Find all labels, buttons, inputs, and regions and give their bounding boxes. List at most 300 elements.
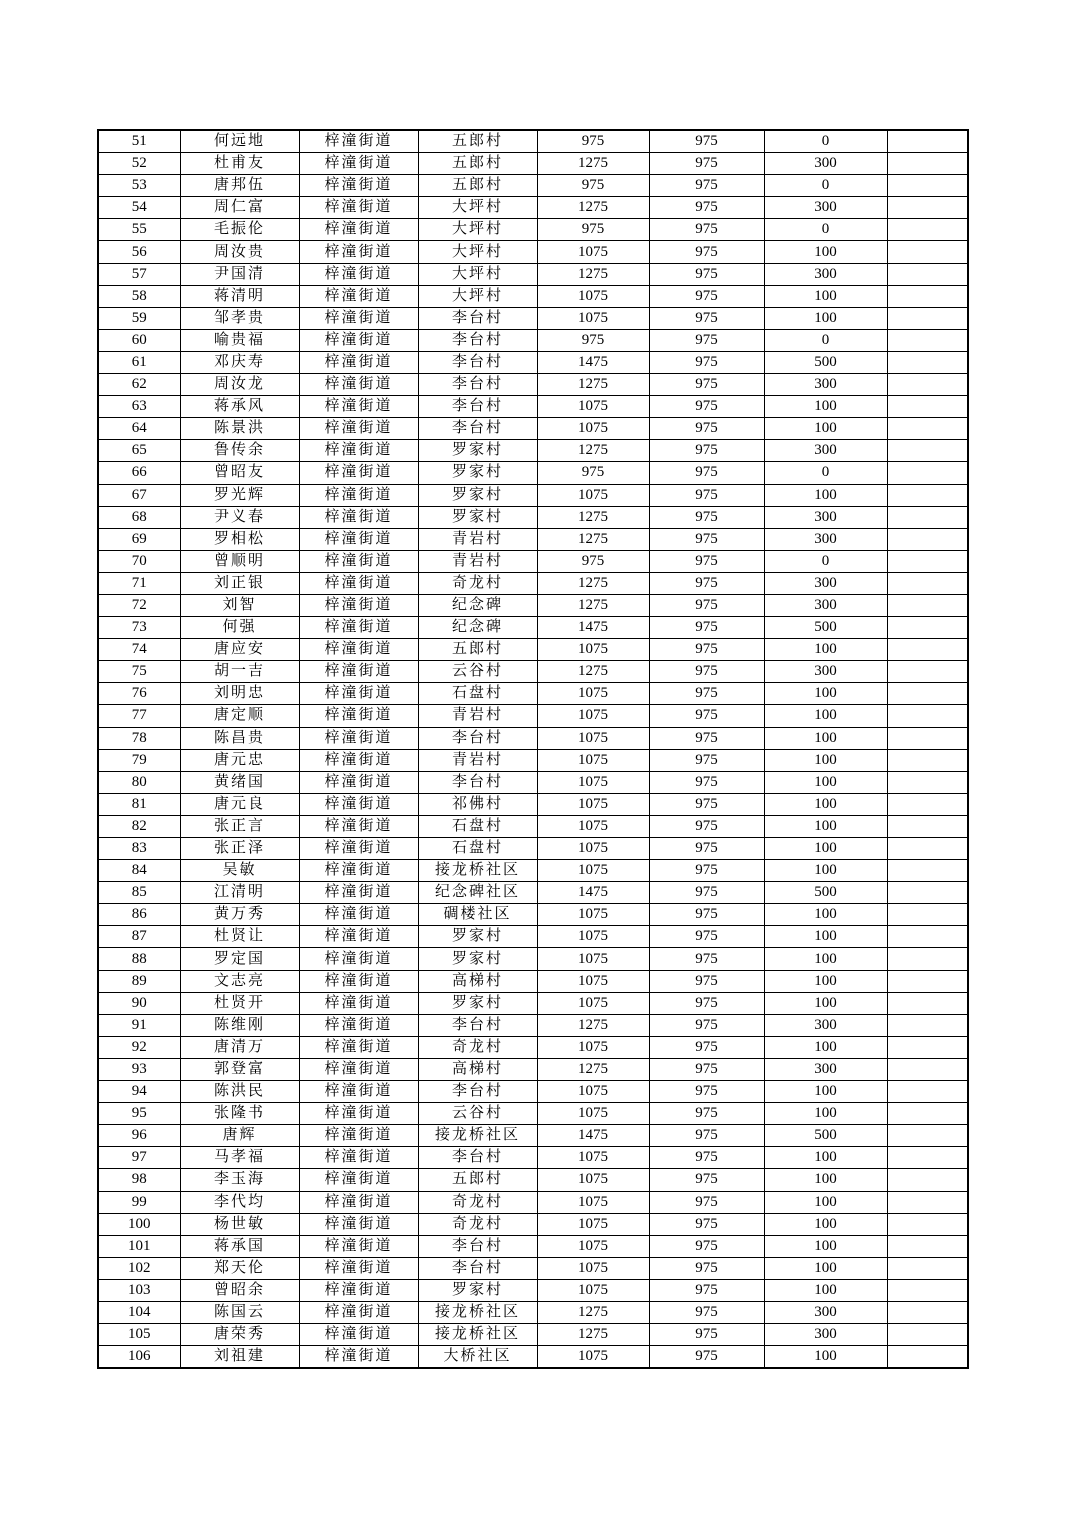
difference-cell: 100 (764, 815, 887, 837)
table-body (98, 130, 968, 1368)
name-cell: 杜贤开 (180, 992, 299, 1014)
street-cell: 梓潼街道 (299, 219, 418, 241)
base-amount-cell: 975 (649, 639, 764, 661)
amount-cell: 1075 (537, 749, 649, 771)
name-cell: 蒋承风 (180, 396, 299, 418)
amount-cell: 1475 (537, 1125, 649, 1147)
amount-cell: 1275 (537, 263, 649, 285)
amount-cell: 1275 (537, 374, 649, 396)
village-cell: 接龙桥社区 (418, 1324, 537, 1346)
village-cell: 李台村 (418, 1235, 537, 1257)
table-row (98, 705, 968, 727)
name-cell: 唐清万 (180, 1036, 299, 1058)
name-cell: 郑天伦 (180, 1257, 299, 1279)
amount-cell: 1075 (537, 1147, 649, 1169)
base-amount-cell: 975 (649, 771, 764, 793)
name-cell: 马孝福 (180, 1147, 299, 1169)
name-cell: 李玉海 (180, 1169, 299, 1191)
street-cell: 梓潼街道 (299, 793, 418, 815)
village-cell: 大坪村 (418, 197, 537, 219)
street-cell: 梓潼街道 (299, 1324, 418, 1346)
village-cell: 李台村 (418, 351, 537, 373)
street-cell: 梓潼街道 (299, 153, 418, 175)
remark-cell (887, 263, 968, 285)
street-cell: 梓潼街道 (299, 1235, 418, 1257)
name-cell: 何强 (180, 617, 299, 639)
serial-cell: 91 (98, 1014, 180, 1036)
data-table (97, 129, 969, 1369)
street-cell: 梓潼街道 (299, 639, 418, 661)
street-cell: 梓潼街道 (299, 1191, 418, 1213)
name-cell: 尹国清 (180, 263, 299, 285)
village-cell: 石盘村 (418, 683, 537, 705)
village-cell: 大桥社区 (418, 1346, 537, 1369)
name-cell: 周汝贵 (180, 241, 299, 263)
difference-cell: 300 (764, 374, 887, 396)
name-cell: 刘明忠 (180, 683, 299, 705)
street-cell: 梓潼街道 (299, 815, 418, 837)
village-cell: 云谷村 (418, 661, 537, 683)
serial-cell: 51 (98, 130, 180, 153)
street-cell: 梓潼街道 (299, 904, 418, 926)
serial-cell: 74 (98, 639, 180, 661)
serial-cell: 78 (98, 727, 180, 749)
table-row (98, 1257, 968, 1279)
village-cell: 罗家村 (418, 992, 537, 1014)
street-cell: 梓潼街道 (299, 550, 418, 572)
remark-cell (887, 1257, 968, 1279)
name-cell: 邓庆寿 (180, 351, 299, 373)
serial-cell: 76 (98, 683, 180, 705)
name-cell: 黄万秀 (180, 904, 299, 926)
street-cell: 梓潼街道 (299, 683, 418, 705)
street-cell: 梓潼街道 (299, 1058, 418, 1080)
base-amount-cell: 975 (649, 506, 764, 528)
name-cell: 罗光辉 (180, 484, 299, 506)
amount-cell: 1075 (537, 241, 649, 263)
village-cell: 奇龙村 (418, 1036, 537, 1058)
base-amount-cell: 975 (649, 1103, 764, 1125)
amount-cell: 1475 (537, 351, 649, 373)
village-cell: 罗家村 (418, 440, 537, 462)
difference-cell: 300 (764, 1324, 887, 1346)
street-cell: 梓潼街道 (299, 130, 418, 153)
amount-cell: 1075 (537, 307, 649, 329)
table-row (98, 130, 968, 153)
serial-cell: 52 (98, 153, 180, 175)
serial-cell: 82 (98, 815, 180, 837)
remark-cell (887, 771, 968, 793)
village-cell: 大坪村 (418, 241, 537, 263)
remark-cell (887, 175, 968, 197)
base-amount-cell: 975 (649, 484, 764, 506)
street-cell: 梓潼街道 (299, 1257, 418, 1279)
street-cell: 梓潼街道 (299, 1169, 418, 1191)
table-row (98, 197, 968, 219)
table-row (98, 1324, 968, 1346)
base-amount-cell: 975 (649, 1014, 764, 1036)
amount-cell: 975 (537, 462, 649, 484)
name-cell: 曾顺明 (180, 550, 299, 572)
base-amount-cell: 975 (649, 329, 764, 351)
table-row (98, 219, 968, 241)
street-cell: 梓潼街道 (299, 506, 418, 528)
amount-cell: 1075 (537, 815, 649, 837)
table-row (98, 1036, 968, 1058)
table-row (98, 1147, 968, 1169)
name-cell: 陈国云 (180, 1301, 299, 1323)
village-cell: 李台村 (418, 329, 537, 351)
difference-cell: 100 (764, 838, 887, 860)
name-cell: 何远地 (180, 130, 299, 153)
remark-cell (887, 1103, 968, 1125)
base-amount-cell: 975 (649, 860, 764, 882)
village-cell: 罗家村 (418, 506, 537, 528)
table-row (98, 462, 968, 484)
table-row (98, 639, 968, 661)
street-cell: 梓潼街道 (299, 661, 418, 683)
village-cell: 五郎村 (418, 1169, 537, 1191)
amount-cell: 1275 (537, 661, 649, 683)
serial-cell: 54 (98, 197, 180, 219)
serial-cell: 100 (98, 1213, 180, 1235)
amount-cell: 975 (537, 130, 649, 153)
difference-cell: 100 (764, 1191, 887, 1213)
difference-cell: 300 (764, 153, 887, 175)
serial-cell: 68 (98, 506, 180, 528)
name-cell: 杜贤让 (180, 926, 299, 948)
serial-cell: 67 (98, 484, 180, 506)
village-cell: 高梯村 (418, 970, 537, 992)
village-cell: 李台村 (418, 396, 537, 418)
village-cell: 纪念碑 (418, 594, 537, 616)
street-cell: 梓潼街道 (299, 1301, 418, 1323)
difference-cell: 300 (764, 197, 887, 219)
remark-cell (887, 882, 968, 904)
difference-cell: 100 (764, 1103, 887, 1125)
remark-cell (887, 153, 968, 175)
serial-cell: 81 (98, 793, 180, 815)
amount-cell: 975 (537, 219, 649, 241)
name-cell: 杜甫友 (180, 153, 299, 175)
serial-cell: 93 (98, 1058, 180, 1080)
remark-cell (887, 749, 968, 771)
remark-cell (887, 594, 968, 616)
base-amount-cell: 975 (649, 970, 764, 992)
name-cell: 胡一吉 (180, 661, 299, 683)
remark-cell (887, 241, 968, 263)
table-row (98, 351, 968, 373)
serial-cell: 97 (98, 1147, 180, 1169)
table-row (98, 241, 968, 263)
serial-cell: 79 (98, 749, 180, 771)
difference-cell: 100 (764, 1081, 887, 1103)
difference-cell: 100 (764, 1279, 887, 1301)
village-cell: 青岩村 (418, 749, 537, 771)
table-row (98, 440, 968, 462)
serial-cell: 55 (98, 219, 180, 241)
remark-cell (887, 639, 968, 661)
name-cell: 唐元良 (180, 793, 299, 815)
amount-cell: 1075 (537, 1103, 649, 1125)
remark-cell (887, 992, 968, 1014)
street-cell: 梓潼街道 (299, 175, 418, 197)
remark-cell (887, 219, 968, 241)
serial-cell: 84 (98, 860, 180, 882)
base-amount-cell: 975 (649, 683, 764, 705)
amount-cell: 1075 (537, 838, 649, 860)
base-amount-cell: 975 (649, 749, 764, 771)
amount-cell: 1075 (537, 970, 649, 992)
village-cell: 纪念碑 (418, 617, 537, 639)
street-cell: 梓潼街道 (299, 771, 418, 793)
difference-cell: 100 (764, 727, 887, 749)
amount-cell: 1075 (537, 948, 649, 970)
table-row (98, 661, 968, 683)
street-cell: 梓潼街道 (299, 285, 418, 307)
street-cell: 梓潼街道 (299, 1014, 418, 1036)
name-cell: 陈洪民 (180, 1081, 299, 1103)
village-cell: 大坪村 (418, 263, 537, 285)
name-cell: 唐邦伍 (180, 175, 299, 197)
base-amount-cell: 975 (649, 374, 764, 396)
table-row (98, 418, 968, 440)
table-row (98, 329, 968, 351)
street-cell: 梓潼街道 (299, 1036, 418, 1058)
village-cell: 石盘村 (418, 838, 537, 860)
base-amount-cell: 975 (649, 992, 764, 1014)
difference-cell: 100 (764, 1213, 887, 1235)
remark-cell (887, 329, 968, 351)
street-cell: 梓潼街道 (299, 727, 418, 749)
name-cell: 江清明 (180, 882, 299, 904)
name-cell: 李代均 (180, 1191, 299, 1213)
street-cell: 梓潼街道 (299, 705, 418, 727)
serial-cell: 96 (98, 1125, 180, 1147)
street-cell: 梓潼街道 (299, 351, 418, 373)
difference-cell: 100 (764, 948, 887, 970)
street-cell: 梓潼街道 (299, 948, 418, 970)
table-row (98, 1058, 968, 1080)
name-cell: 唐元忠 (180, 749, 299, 771)
base-amount-cell: 975 (649, 1125, 764, 1147)
base-amount-cell: 975 (649, 550, 764, 572)
table-row (98, 1301, 968, 1323)
amount-cell: 1075 (537, 1213, 649, 1235)
serial-cell: 92 (98, 1036, 180, 1058)
remark-cell (887, 1235, 968, 1257)
village-cell: 奇龙村 (418, 1213, 537, 1235)
base-amount-cell: 975 (649, 351, 764, 373)
name-cell: 毛振伦 (180, 219, 299, 241)
base-amount-cell: 975 (649, 1169, 764, 1191)
street-cell: 梓潼街道 (299, 617, 418, 639)
base-amount-cell: 975 (649, 727, 764, 749)
serial-cell: 106 (98, 1346, 180, 1369)
village-cell: 青岩村 (418, 550, 537, 572)
base-amount-cell: 975 (649, 1279, 764, 1301)
amount-cell: 1075 (537, 418, 649, 440)
name-cell: 张正言 (180, 815, 299, 837)
name-cell: 张隆书 (180, 1103, 299, 1125)
remark-cell (887, 462, 968, 484)
remark-cell (887, 1058, 968, 1080)
remark-cell (887, 418, 968, 440)
difference-cell: 100 (764, 1235, 887, 1257)
base-amount-cell: 975 (649, 1058, 764, 1080)
table-row (98, 175, 968, 197)
remark-cell (887, 550, 968, 572)
remark-cell (887, 705, 968, 727)
village-cell: 青岩村 (418, 705, 537, 727)
remark-cell (887, 727, 968, 749)
amount-cell: 1275 (537, 506, 649, 528)
village-cell: 纪念碑社区 (418, 882, 537, 904)
village-cell: 青岩村 (418, 528, 537, 550)
serial-cell: 77 (98, 705, 180, 727)
serial-cell: 89 (98, 970, 180, 992)
amount-cell: 1075 (537, 683, 649, 705)
serial-cell: 103 (98, 1279, 180, 1301)
village-cell: 五郎村 (418, 175, 537, 197)
table-row (98, 1103, 968, 1125)
difference-cell: 100 (764, 1346, 887, 1369)
name-cell: 陈昌贵 (180, 727, 299, 749)
street-cell: 梓潼街道 (299, 838, 418, 860)
street-cell: 梓潼街道 (299, 307, 418, 329)
street-cell: 梓潼街道 (299, 926, 418, 948)
street-cell: 梓潼街道 (299, 860, 418, 882)
base-amount-cell: 975 (649, 307, 764, 329)
name-cell: 唐定顺 (180, 705, 299, 727)
table-row (98, 882, 968, 904)
village-cell: 接龙桥社区 (418, 1301, 537, 1323)
name-cell: 陈维刚 (180, 1014, 299, 1036)
table-row (98, 749, 968, 771)
remark-cell (887, 197, 968, 219)
serial-cell: 72 (98, 594, 180, 616)
table-row (98, 1125, 968, 1147)
base-amount-cell: 975 (649, 904, 764, 926)
table-row (98, 484, 968, 506)
difference-cell: 300 (764, 1301, 887, 1323)
serial-cell: 64 (98, 418, 180, 440)
amount-cell: 1275 (537, 1301, 649, 1323)
table-row (98, 970, 968, 992)
difference-cell: 100 (764, 1257, 887, 1279)
village-cell: 李台村 (418, 418, 537, 440)
amount-cell: 1075 (537, 860, 649, 882)
table-row (98, 793, 968, 815)
difference-cell: 100 (764, 683, 887, 705)
difference-cell: 100 (764, 771, 887, 793)
table-row (98, 374, 968, 396)
amount-cell: 1075 (537, 705, 649, 727)
amount-cell: 1075 (537, 1036, 649, 1058)
street-cell: 梓潼街道 (299, 572, 418, 594)
table-row (98, 285, 968, 307)
amount-cell: 1075 (537, 992, 649, 1014)
table-row (98, 1081, 968, 1103)
base-amount-cell: 975 (649, 263, 764, 285)
base-amount-cell: 975 (649, 1147, 764, 1169)
amount-cell: 1275 (537, 1058, 649, 1080)
base-amount-cell: 975 (649, 285, 764, 307)
remark-cell (887, 904, 968, 926)
base-amount-cell: 975 (649, 705, 764, 727)
street-cell: 梓潼街道 (299, 1213, 418, 1235)
street-cell: 梓潼街道 (299, 197, 418, 219)
village-cell: 李台村 (418, 1014, 537, 1036)
remark-cell (887, 617, 968, 639)
remark-cell (887, 351, 968, 373)
serial-cell: 65 (98, 440, 180, 462)
serial-cell: 98 (98, 1169, 180, 1191)
amount-cell: 1275 (537, 572, 649, 594)
table-row (98, 572, 968, 594)
serial-cell: 85 (98, 882, 180, 904)
base-amount-cell: 975 (649, 440, 764, 462)
table-row (98, 528, 968, 550)
difference-cell: 100 (764, 1169, 887, 1191)
amount-cell: 1475 (537, 617, 649, 639)
street-cell: 梓潼街道 (299, 528, 418, 550)
serial-cell: 94 (98, 1081, 180, 1103)
base-amount-cell: 975 (649, 396, 764, 418)
difference-cell: 300 (764, 440, 887, 462)
street-cell: 梓潼街道 (299, 1103, 418, 1125)
difference-cell: 300 (764, 1058, 887, 1080)
difference-cell: 300 (764, 263, 887, 285)
remark-cell (887, 1169, 968, 1191)
difference-cell: 0 (764, 329, 887, 351)
remark-cell (887, 484, 968, 506)
remark-cell (887, 528, 968, 550)
remark-cell (887, 1125, 968, 1147)
village-cell: 高梯村 (418, 1058, 537, 1080)
serial-cell: 71 (98, 572, 180, 594)
amount-cell: 1075 (537, 926, 649, 948)
serial-cell: 86 (98, 904, 180, 926)
amount-cell: 1075 (537, 1081, 649, 1103)
base-amount-cell: 975 (649, 1346, 764, 1369)
serial-cell: 58 (98, 285, 180, 307)
name-cell: 喻贵福 (180, 329, 299, 351)
street-cell: 梓潼街道 (299, 396, 418, 418)
street-cell: 梓潼街道 (299, 1081, 418, 1103)
serial-cell: 53 (98, 175, 180, 197)
base-amount-cell: 975 (649, 219, 764, 241)
name-cell: 杨世敏 (180, 1213, 299, 1235)
difference-cell: 300 (764, 528, 887, 550)
difference-cell: 100 (764, 1036, 887, 1058)
street-cell: 梓潼街道 (299, 970, 418, 992)
base-amount-cell: 975 (649, 418, 764, 440)
amount-cell: 1275 (537, 1014, 649, 1036)
street-cell: 梓潼街道 (299, 374, 418, 396)
street-cell: 梓潼街道 (299, 749, 418, 771)
remark-cell (887, 1081, 968, 1103)
base-amount-cell: 975 (649, 838, 764, 860)
base-amount-cell: 975 (649, 815, 764, 837)
village-cell: 李台村 (418, 1081, 537, 1103)
amount-cell: 1275 (537, 528, 649, 550)
base-amount-cell: 975 (649, 153, 764, 175)
difference-cell: 100 (764, 860, 887, 882)
remark-cell (887, 1324, 968, 1346)
name-cell: 罗相松 (180, 528, 299, 550)
amount-cell: 975 (537, 550, 649, 572)
